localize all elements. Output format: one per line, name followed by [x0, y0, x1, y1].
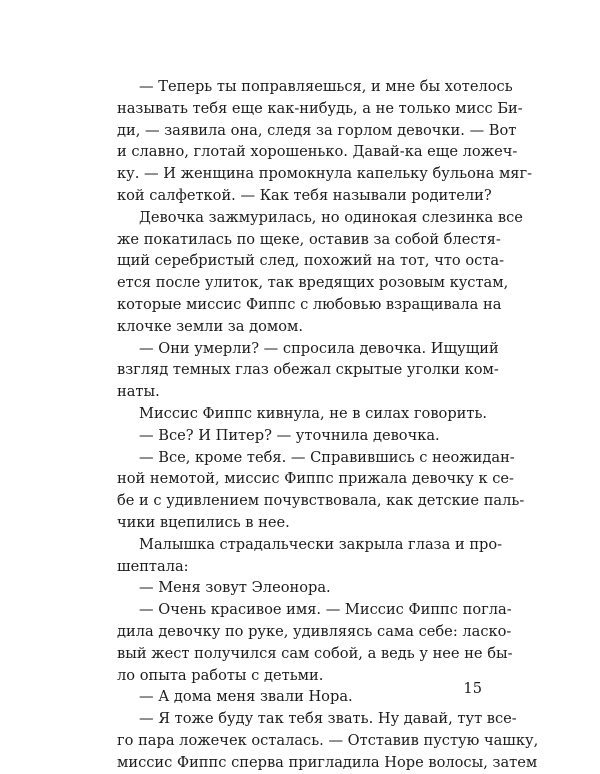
text-line: вый жест получился сам собой, а ведь у нее не бы-: [117, 644, 513, 662]
text-line: — Я тоже буду так тебя звать. Ну давай, тут все-: [139, 710, 517, 728]
text-line: шептала:: [117, 557, 189, 575]
text-line: же покатилась по щеке, оставив за собой блестя-: [117, 230, 501, 248]
text-line: Девочка зажмурилась, но одинокая слезинка все: [139, 208, 523, 226]
text-line: ку. — И женщина промокнула капельку бульона мяг-: [117, 165, 533, 183]
text-line: ло опыта работы с детьми.: [117, 666, 324, 684]
text-line: Миссис Фиппс кивнула, не в силах говорить.: [139, 404, 488, 422]
text-line: го пара ложечек осталась. — Отставив пустую чашку,: [117, 731, 539, 749]
text-line: Малышка страдальчески закрыла глаза и про-: [139, 535, 503, 553]
text-line: — Очень красивое имя. — Миссис Фиппс погла-: [139, 601, 512, 619]
body-text: [117, 76, 539, 774]
text-line: кой салфеткой. — Как тебя называли родители?: [117, 186, 492, 204]
text-line: щий серебристый след, похожий на тот, что оста-: [117, 252, 505, 270]
page-number: 15: [463, 680, 482, 697]
text-line: и славно, глотай хорошенько. Давай-ка еще ложеч-: [117, 143, 518, 161]
text-line: — Все, кроме тебя. — Справившись с неожидан-: [139, 448, 515, 466]
text-line: — Все? И Питер? — уточнила девочка.: [139, 426, 440, 444]
text-line: — Они умерли? — спросила девочка. Ищущий: [139, 339, 499, 357]
text-line: взгляд темных глаз обежал скрытые уголки ком-: [117, 361, 499, 379]
text-line: ди, — заявила она, следя за горлом девочки. — Вот: [117, 121, 517, 139]
text-line: бе и с удивлением почувствовала, как детские паль-: [117, 492, 525, 510]
text-line: дила девочку по руке, удивляясь сама себе: ласко-: [117, 622, 512, 640]
text-line: чики вцепились в нее.: [117, 513, 290, 531]
text-line: называть тебя еще как-нибудь, а не только мисс Би-: [117, 99, 523, 117]
text-line: клочке земли за домом.: [117, 317, 304, 335]
text-line: — Теперь ты поправляешься, и мне бы хотелось: [139, 78, 513, 95]
text-line: миссис Фиппс сперва пригладила Норе волосы, затем: [117, 753, 538, 771]
text-line: которые миссис Фиппс с любовью взращивала на: [117, 295, 502, 313]
text-line: — А дома меня звали Нора.: [139, 688, 353, 706]
text-line: ной немотой, миссис Фиппс прижала девочку к се-: [117, 470, 514, 488]
text-line: ется после улиток, так вредящих розовым кустам,: [117, 274, 509, 292]
text-line: наты.: [117, 383, 160, 401]
text-line: — Меня зовут Элеонора.: [139, 579, 331, 597]
